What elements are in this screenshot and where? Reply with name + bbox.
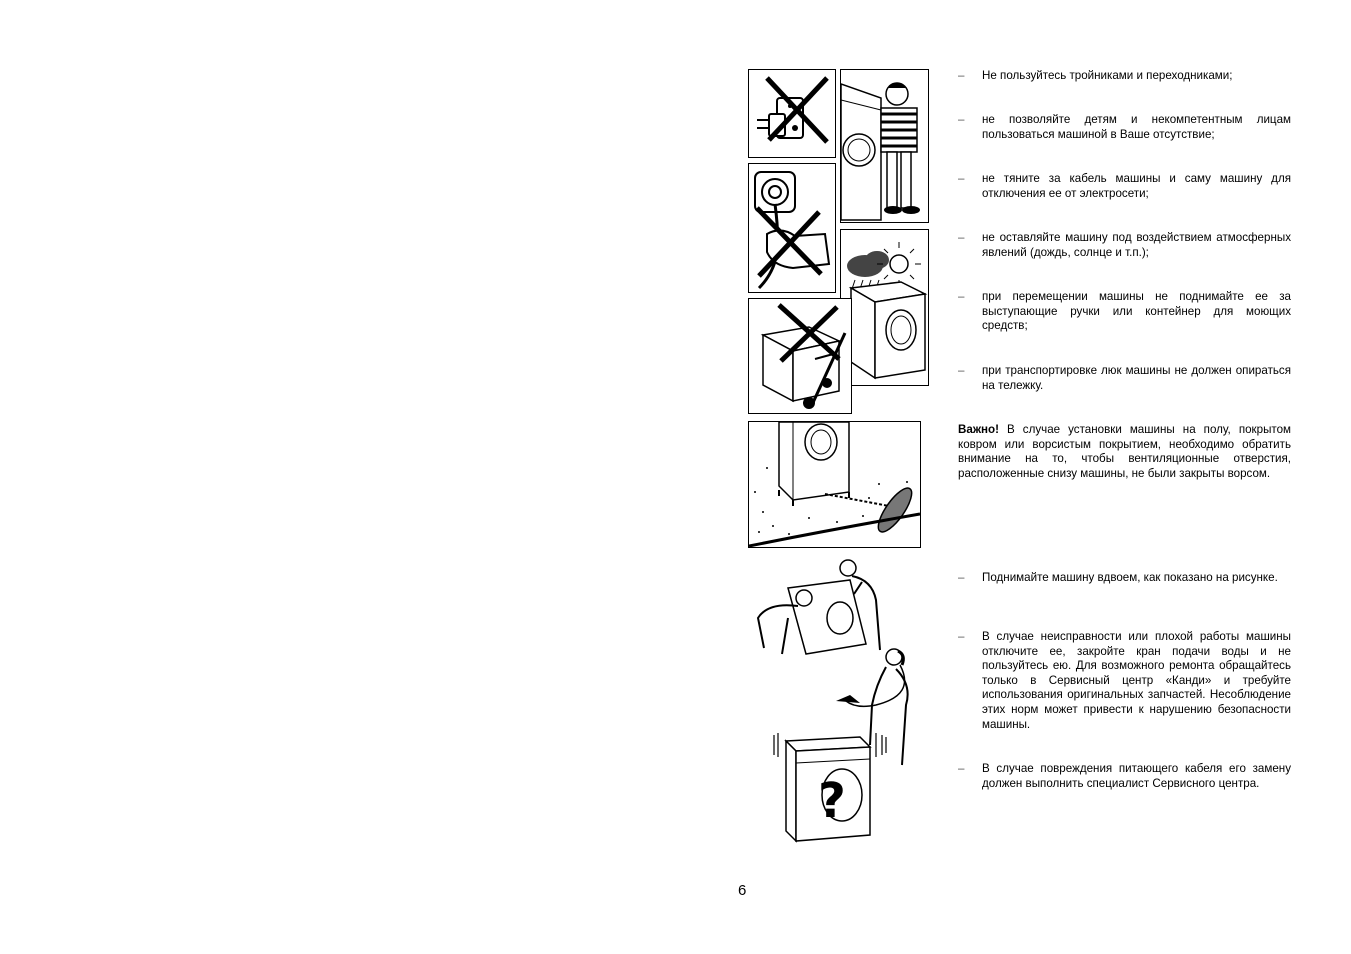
bullet-dash: – (958, 69, 965, 82)
list-item (958, 630, 1291, 732)
list-item-text: В случае повреждения питающего кабеля его замену должен выполнить специалист Сервисного центра. (982, 762, 1291, 790)
bullet-dash: – (958, 364, 965, 377)
bullet-dash: – (958, 571, 965, 584)
illustration-malfunction-service-call (766, 645, 926, 845)
page-number: 6 (738, 882, 747, 899)
list-item (958, 364, 1291, 393)
list-item-text: не позволяйте детям и некомпетентным лицам пользоваться машиной в Ваше отсутствие; (982, 113, 1291, 141)
list-item-text: не оставляйте машину под воздействием атмосферных явлений (дождь, солнце и т.п.); (982, 231, 1291, 259)
list-item-text: В случае неисправности или плохой работы машины отключите ее, закройте кран подачи воды и не пользуйтесь ею. Для возможного ремонта обращайтесь только в Сервисный центр «Канди» и требуйте использования оригинальных запчастей. Несоблюдение этих норм может привести к нарушению безопасности машины. (982, 630, 1291, 731)
illustration-person-near-machine (840, 69, 929, 223)
svg-text:?: ? (818, 773, 846, 829)
important-label: Важно! (958, 423, 999, 436)
bullet-dash: – (958, 630, 965, 643)
list-item-text: при транспортировке люк машины не должен опираться на тележку. (982, 364, 1291, 392)
illustration-adapter-crossed (748, 69, 836, 158)
bullet-dash: – (958, 762, 965, 775)
illustration-carpet-ventilation (748, 421, 921, 548)
list-item (958, 69, 1291, 84)
list-item-text: Не пользуйтесь тройниками и переходниками; (982, 69, 1233, 82)
list-item-text: Поднимайте машину вдвоем, как показано на рисунке. (982, 571, 1278, 584)
list-item (958, 113, 1291, 142)
list-item (958, 172, 1291, 201)
list-item (958, 762, 1291, 791)
bullet-dash: – (958, 172, 965, 185)
list-item-text: не тяните за кабель машины и саму машину для отключения ее от электросети; (982, 172, 1291, 200)
list-item (958, 231, 1291, 260)
bullet-dash: – (958, 113, 965, 126)
important-text: В случае установки машины на полу, покрытом ковром или ворсистым покрытием, необходимо обратить внимание на то, чтобы вентиляционные отверстия, расположенные снизу машины, не были закрыты ворсом. (958, 423, 1291, 480)
illustration-cable-pull-crossed (748, 163, 836, 293)
important-note (958, 423, 1291, 481)
illustration-trolley-crossed (748, 298, 852, 414)
bullet-dash: – (958, 231, 965, 244)
list-item (958, 290, 1291, 334)
list-item-text: при перемещении машины не поднимайте ее за выступающие ручки или контейнер для моющих средств; (982, 290, 1291, 333)
illustration-weather-exposure (840, 229, 929, 386)
list-item (958, 571, 1291, 586)
bullet-dash: – (958, 290, 965, 303)
